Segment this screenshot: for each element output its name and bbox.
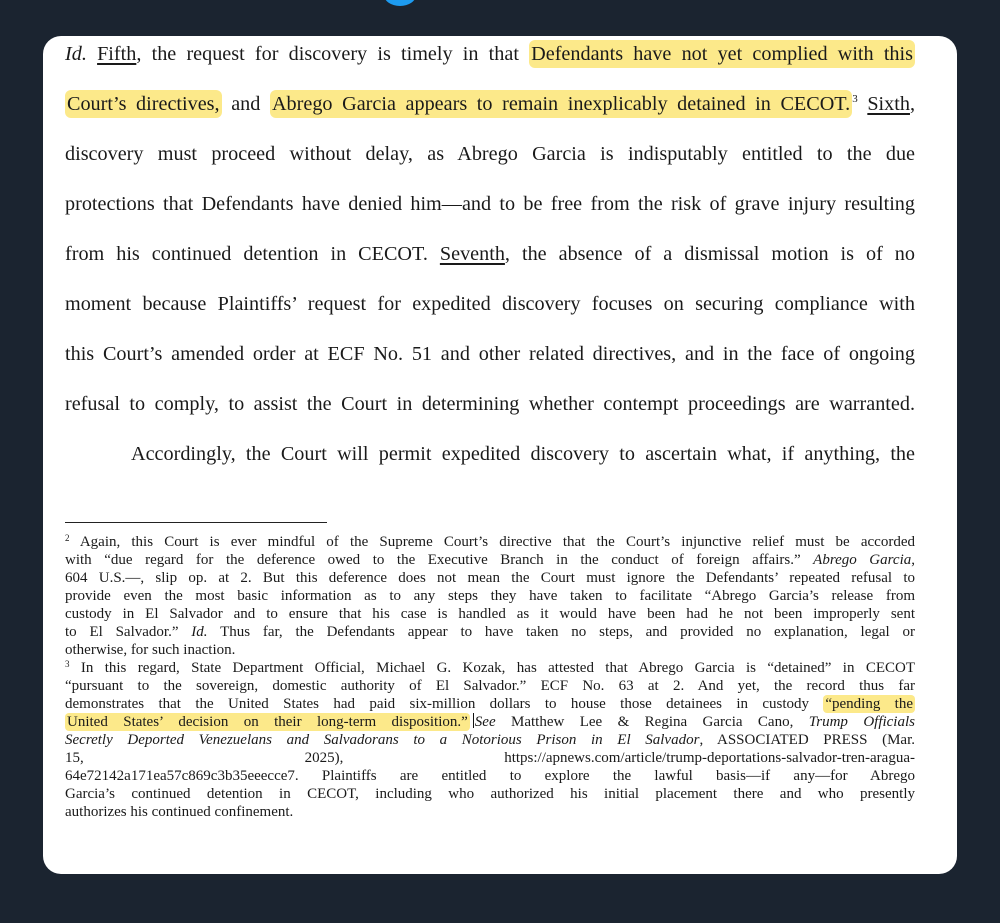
highlight-court-directives: Court’s directives, — [65, 90, 222, 118]
footnote-3-line-8: Garcia’s continued detention in CECOT, including who authorized his initial placement there and who presently — [65, 786, 915, 802]
body-line-8: refusal to comply, to assist the Court in determining whether contempt proceedings are warranted. — [65, 393, 915, 415]
footnote-2-line-4: provide even the most basic information as to any steps they have taken to facilitate “Abrego Garcia’s release from — [65, 588, 915, 604]
footnote-2-line-3: 604 U.S.—, slip op. at 2. But this deference does not mean the Court must ignore the Defendants’ repeated refusal to — [65, 570, 915, 586]
text-cursor — [473, 713, 474, 728]
footnote-2-line-1: $^2$ Again, this Court is ever mindful of the Supreme Court’s directive that the Court’s injunctive relief must be accorded — [65, 533, 915, 550]
article-url[interactable]: https://apnews.com/article/trump-deportations-salvador-tren-aragua- — [504, 750, 915, 766]
footnote-3-line-3: demonstrates that the United States had paid six-million dollars to house those detainees in custody “pending the — [65, 696, 913, 712]
footnote-2-line-7: otherwise, for such inaction. — [65, 642, 236, 658]
highlight-long-term-disposition: United States’ decision on their long-term disposition.” — [67, 714, 468, 730]
highlight-detained-cecot: Abrego Garcia appears to remain inexplicably detained in CECOT. — [270, 90, 852, 118]
document-page — [43, 36, 957, 874]
body-line-7: this Court’s amended order at ECF No. 51 and other related directives, and in the face of ongoing — [65, 343, 915, 365]
highlight-defendants-not-complied: Defendants have not yet complied with this — [529, 40, 915, 68]
footnote-3-line-6: 15, 2025), https://apnews.com/article/trump-deportations-salvador-tren-aragua- — [65, 750, 915, 766]
body-line-6: moment because Plaintiffs’ request for expedited discovery focuses on securing compliance with — [65, 293, 915, 315]
footnote-3-line-1: $^3$ In this regard, State Department Official, Michael G. Kozak, has attested that Abrego Garcia is “detained” in CECOT — [65, 659, 915, 676]
body-line-3: discovery must proceed without delay, as Abrego Garcia is indisputably entitled to the due — [65, 143, 915, 165]
footnote-ref-3: 3 — [852, 93, 858, 105]
footnote-2-line-6: to El Salvador.” Id. Thus far, the Defendants appear to have taken no steps, and provided no explanation, legal or — [65, 624, 915, 640]
body-line-4: protections that Defendants have denied him—and to be free from the risk of grave injury resulting — [65, 193, 915, 215]
profile-indicator-dot — [384, 0, 416, 6]
footnote-separator — [65, 522, 327, 523]
footnote-3-line-7: 64e72142a171ea57c869c3b35eeecce7. Plaintiffs are entitled to explore the lawful basis—if any—for Abrego — [65, 768, 915, 784]
footnote-3-line-9: authorizes his continued confinement. — [65, 804, 294, 820]
body-line-9: Accordingly, the Court will permit expedited discovery to ascertain what, if anything, the — [131, 443, 915, 465]
footnote-3-line-2: “pursuant to the sovereign, domestic authority of El Salvador.” ECF No. 63 at 2. And yet, the record thus far — [65, 678, 915, 694]
highlight-pending-decision: “pending the — [825, 696, 913, 712]
footnote-3-line-4: United States’ decision on their long-term disposition.” See Matthew Lee & Regina Garcia Cano, Trump Officials — [67, 714, 915, 730]
body-line-5: from his continued detention in CECOT. Seventh, the absence of a dismissal motion is of no — [65, 243, 915, 265]
footnote-2-line-2: with “due regard for the deference owed to the Executive Branch in the conduct of foreign affairs.” Abrego Garcia, — [65, 552, 915, 568]
body-line-1: Id. Fifth, the request for discovery is timely in that Defendants have not yet complied with this — [65, 40, 915, 68]
body-line-2: Court’s directives, and Abrego Garcia appears to remain inexplicably detained in CECOT. $^3$ Sixth, — [65, 90, 915, 118]
footnote-2-line-5: custody in El Salvador and to ensure that his case is handled as it would have been had he not been improperly sent — [65, 606, 915, 622]
footnote-3-line-5: Secretly Deported Venezuelans and Salvadorans to a Notorious Prison in El Salvador, ASSOCIATED PRESS (Mar. — [65, 732, 916, 748]
